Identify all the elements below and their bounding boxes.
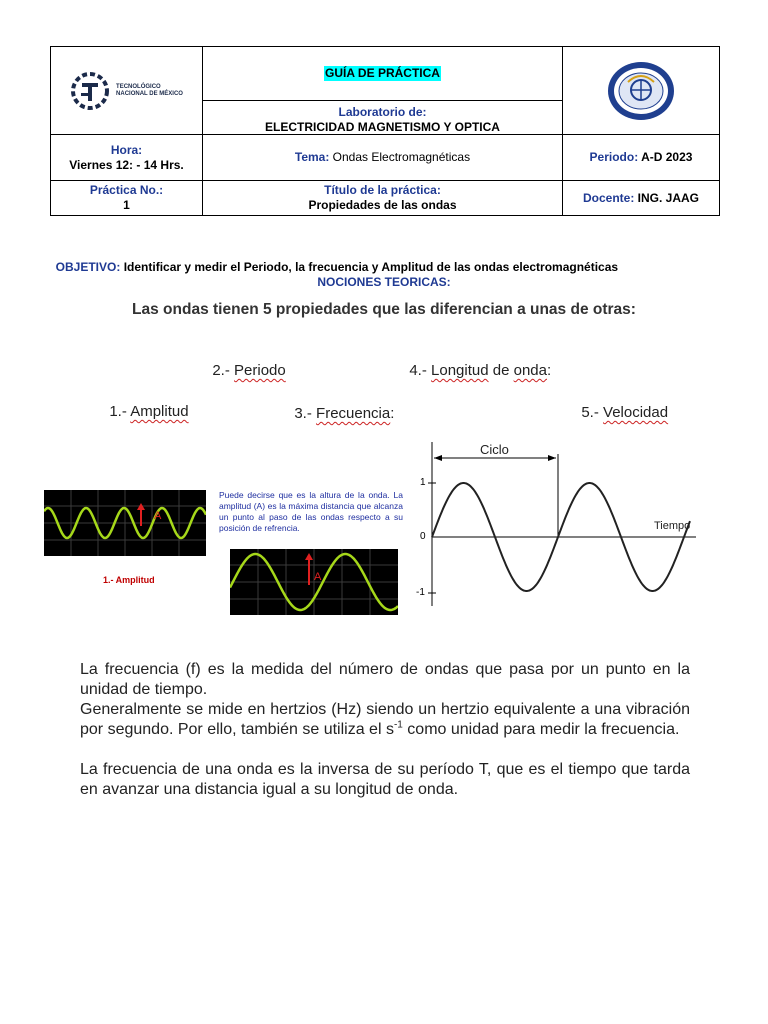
properties-heading: Las ondas tienen 5 propiedades que las diferencian a unas de otras: bbox=[132, 301, 636, 318]
property-3-colon: : bbox=[390, 405, 395, 422]
objetivo-text: Identificar y medir el Periodo, la frecuencia y Amplitud de las ondas electromagnéticas bbox=[120, 260, 619, 274]
frequency-paragraph-2a: Generalmente se mide en hertzios (Hz) siendo un hertzio equivalente a una vibración por segundo. Por ello, también se utiliza el s bbox=[80, 701, 690, 738]
tema-value: Ondas Electromagnéticas bbox=[329, 150, 471, 164]
practica-label: Práctica No.: bbox=[89, 183, 164, 197]
frequency-superscript: -1 bbox=[393, 719, 403, 731]
periodo-label: Periodo: bbox=[589, 150, 639, 164]
y-tick-neg1: -1 bbox=[416, 587, 425, 598]
seal-icon bbox=[606, 60, 676, 122]
hora-label: Hora: bbox=[110, 142, 143, 157]
frequency-paragraphs bbox=[80, 660, 690, 800]
property-5-label: Velocidad bbox=[603, 404, 669, 421]
periodo-value: A-D 2023 bbox=[638, 150, 693, 164]
tecnm-emblem-icon bbox=[70, 71, 112, 111]
time-axis-label: Tiempo bbox=[654, 520, 691, 532]
tecnm-logo bbox=[51, 47, 202, 134]
amplitude-wave-graphic bbox=[44, 490, 206, 556]
amplitude-caption: 1.- Amplitud bbox=[103, 575, 155, 585]
property-4-num: 4.- bbox=[409, 362, 432, 379]
objetivo-label: OBJETIVO: bbox=[55, 260, 121, 274]
hora-value: Viernes 12: - 14 Hrs. bbox=[69, 157, 184, 172]
frequency-paragraph-1: La frecuencia (f) es la medida del número de ondas que pasa por un punto en la unidad de tiempo. bbox=[80, 661, 690, 698]
property-1-label: Amplitud bbox=[130, 403, 189, 420]
amplitude-description: Puede decirse que es la altura de la onda. La amplitud (A) es la máxima distancia que alcanza un punto al paso de las ondas respecto a su posición de refrencia. bbox=[219, 490, 403, 533]
amplitude-marker-a: A bbox=[154, 510, 162, 522]
property-2-label: Periodo bbox=[234, 362, 286, 379]
y-tick-0: 0 bbox=[420, 531, 426, 542]
property-4-word-2: de bbox=[488, 362, 514, 379]
docente-label: Docente: bbox=[582, 190, 635, 205]
logo-text-2: NACIONAL DE MÉXICO bbox=[116, 90, 183, 97]
nociones-title: NOCIONES TEORICAS: bbox=[317, 275, 451, 289]
lab-value: ELECTRICIDAD MAGNETISMO Y OPTICA bbox=[265, 119, 500, 134]
amplitude-marker-a-2: A bbox=[314, 571, 322, 583]
objetivo-line bbox=[49, 246, 618, 274]
property-5 bbox=[573, 387, 668, 421]
guide-title: GUÍA DE PRÁCTICA bbox=[325, 66, 440, 80]
property-4-colon: : bbox=[547, 362, 552, 379]
lab-label: Laboratorio de: bbox=[338, 104, 427, 119]
practica-value: 1 bbox=[123, 198, 130, 212]
frequency-paragraph-3: La frecuencia de una onda es la inversa de su período T, que es el tiempo que tarda en avanzar una distancia igual a su longitud de onda. bbox=[80, 761, 690, 798]
header-table bbox=[50, 46, 720, 216]
property-3-label: Frecuencia bbox=[316, 405, 391, 422]
property-1 bbox=[101, 386, 189, 420]
property-2 bbox=[204, 345, 286, 379]
property-4 bbox=[401, 345, 551, 379]
y-tick-1: 1 bbox=[420, 477, 426, 488]
cycle-label: Ciclo bbox=[480, 442, 509, 457]
docente-value: ING. JAAG bbox=[634, 190, 700, 205]
frequency-paragraph-2 bbox=[80, 700, 690, 740]
property-5-num: 5.- bbox=[581, 404, 604, 421]
tema-label: Tema: bbox=[294, 150, 330, 164]
property-4-word-3: onda bbox=[513, 362, 547, 379]
frequency-paragraph-2b: como unidad para medir la frecuencia. bbox=[402, 721, 680, 738]
cycle-figure bbox=[408, 438, 698, 610]
amplitude-oscilloscope-2 bbox=[230, 549, 398, 615]
titulo-label: Título de la práctica: bbox=[324, 183, 441, 197]
property-3-num: 3.- bbox=[294, 405, 317, 422]
property-3 bbox=[286, 388, 394, 422]
property-1-num: 1.- bbox=[109, 403, 131, 420]
institution-seal bbox=[563, 47, 719, 134]
titulo-value: Propiedades de las ondas bbox=[308, 198, 457, 212]
property-4-word-1: Longitud bbox=[431, 362, 489, 379]
property-2-num: 2.- bbox=[212, 362, 235, 379]
logo-text-1: TECNOLÓGICO bbox=[116, 83, 161, 90]
amplitude-oscilloscope-1 bbox=[44, 490, 206, 556]
